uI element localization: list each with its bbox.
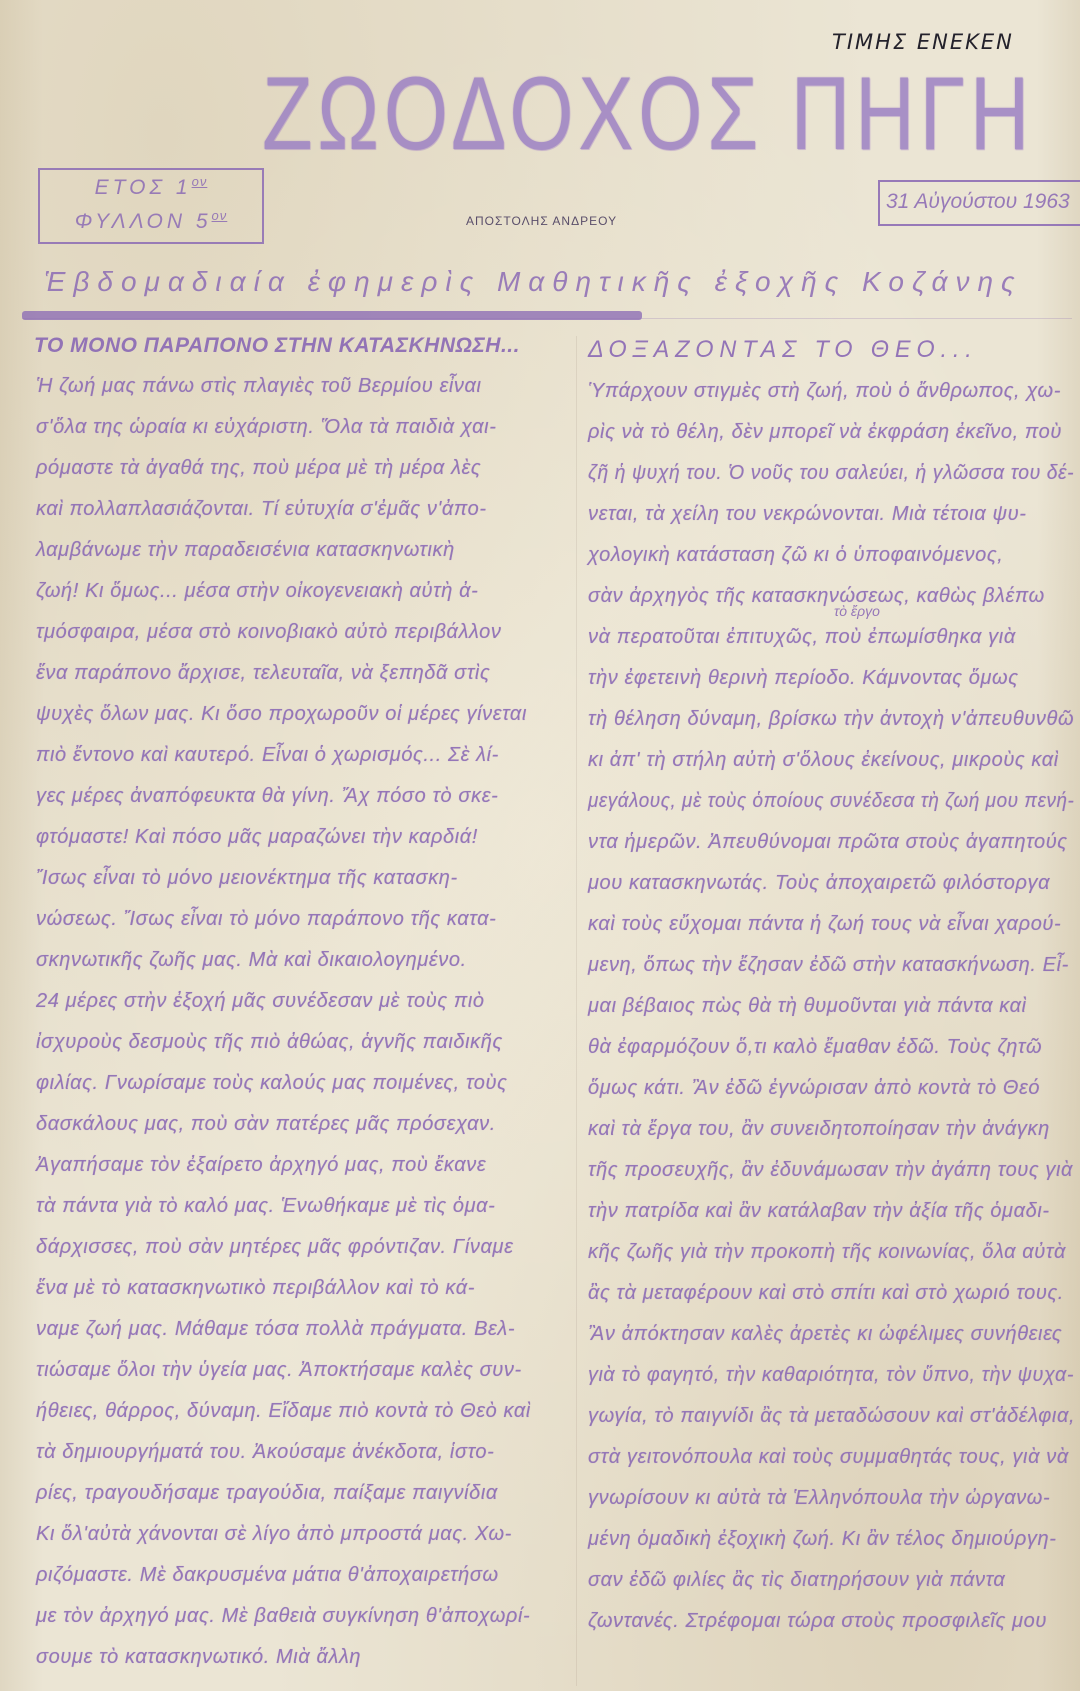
article-line: νὰ περατοῦται ἐπιτυχῶς, ποὺ ἐπωμίσθηκα γιὰ [588,626,1016,648]
article-line: Κι ὅλ'αὐτὰ χάνονται σὲ λίγο ἀπὸ μπροστά μας. Χω- [36,1523,512,1545]
article-line: ψυχὲς ὅλων μας. Κι ὅσο προχωροῦν οἱ μέρες γίνεται [36,703,527,725]
issue-sheet-value: 5 [195,210,212,233]
date-box [878,180,1080,226]
article-line: ἰσχυροὺς δεσμοὺς τῆς πιὸ ἀθώας, ἁγνῆς παιδικῆς [36,1031,503,1053]
handwritten-note: ΤΙΜΗΣ ΕΝΕΚΕΝ [832,30,1014,54]
article-line: Ἡ ζωή μας πάνω στὶς πλαγιὲς τοῦ Βερμίου εἶναι [36,375,482,397]
issue-year-label: ΕΤΟΣ [94,176,167,199]
article-line: μένη ὁμαδικὴ ἐξοχικὴ ζωή. Κι ἂν τέλος δημιούργη- [588,1528,1057,1550]
article-right-heading: ΔΟΞΑΖΟΝΤΑΣ ΤΟ ΘΕΟ... [588,336,978,363]
article-line: ὅμως κάτι. Ἂν ἐδῶ ἐγνώρισαν ἀπὸ κοντὰ τὸ Θεό [588,1077,1041,1099]
article-line: μου κατασκηνωτάς. Τοὺς ἀποχαιρετῶ φιλόστοργα [588,872,1051,894]
article-line: φιλίας. Γνωρίσαμε τοὺς καλούς μας ποιμένες, τοὺς [36,1072,508,1094]
handwritten-insertion: τὸ ἔργο [834,603,880,619]
issue-year [40,174,262,200]
article-line: Ἴσως εἶναι τὸ μόνο μειονέκτημα τῆς κατασκη- [36,867,458,889]
column-divider [576,336,577,1686]
article-line: καὶ τὰ ἔργα του, ἂν συνειδητοποίησαν τὴν ἀνάγκη [588,1118,1050,1140]
article-line: τὴν ἐφετεινὴ θερινὴ περίοδο. Κάμνοντας ὅμως [588,667,1019,689]
article-line: μενη, ὅπως τὴν ἔζησαν ἐδῶ στὴν κατασκήνωση. Εἶ- [588,954,1069,976]
article-line: ρὶς νὰ τὸ θέλη, δὲν μπορεῖ νὰ ἐκφράση ἐκεῖνο, ποὺ [588,421,1062,443]
article-line: Ὑπάρχουν στιγμὲς στὴ ζωή, ποὺ ὁ ἄνθρωπος, χω- [588,380,1061,402]
issue-box [38,168,264,244]
article-line: κῆς ζωῆς γιὰ τὴν προκοπὴ τῆς κοινωνίας, ὅλα αὐτὰ [588,1241,1066,1263]
article-line: 24 μέρες στὴν ἐξοχή μᾶς συνέδεσαν μὲ τοὺς πιὸ [36,990,485,1012]
article-line: ἂς τὰ μεταφέρουν καὶ στὸ σπίτι καὶ στὸ χωριό τους. [588,1282,1064,1304]
article-line: γες μέρες ἀναπόφευκτα θὰ γίνη. Ἄχ πόσο τὸ σκε- [36,785,499,807]
issue-year-value: 1 [175,176,192,199]
article-line: ρίες, τραγουδήσαμε τραγούδια, παίξαμε παιγνίδια [36,1482,498,1504]
article-line: Ἀγαπήσαμε τὸν ἐξαίρετο ἀρχηγό μας, ποὺ ἔκανε [36,1154,487,1176]
issue-sheet [40,208,262,234]
article-line: λαμβάνωμε τὴν παραδεισένια κατασκηνωτικὴ [36,539,455,561]
newspaper-title: ΖΩΟΔΟΧΟΣ ΠΗΓΗ [262,56,1035,172]
newspaper-subtitle: Ἑβδομαδιαία ἐφημερὶς Μαθητικῆς ἐξοχῆς Κοζάνης [44,266,1023,297]
article-line: ζῆ ἡ ψυχή του. Ὁ νοῦς του σαλεύει, ἡ γλῶσσα του δέ- [588,462,1075,484]
article-line: γνωρίσουν κι αὐτὰ τὰ Ἑλληνόπουλα τὴν ὠργανω- [588,1487,1051,1509]
article-line: σουμε τὸ κατασκηνωτικό. Μιὰ ἄλλη [36,1646,362,1668]
article-line: κι ἀπ' τὴ στήλη αὐτὴ σ'ὅλους ἐκείνους, μικροὺς καὶ [588,749,1059,771]
article-line: ἕνα παράπονο ἄρχισε, τελευταῖα, νὰ ξεπηδᾶ στὶς [36,662,491,684]
article-line: τὴν πατρίδα καὶ ἂν κατάλαβαν τὴν ἀξία τῆς ὁμαδι- [588,1200,1050,1222]
article-line: θὰ ἐφαρμόζουν ὅ,τι καλὸ ἔμαθαν ἐδῶ. Τοὺς ζητῶ [588,1036,1043,1058]
article-line: τμόσφαιρα, μέσα στὸ κοινοβιακὸ αὐτὸ περιβάλλον [36,621,502,643]
article-line: χολογικὴ κατάσταση ζῶ κι ὁ ὑποφαινόμενος, [588,544,1004,566]
article-right-body [588,371,1074,1642]
article-line: ζωντανές. Στρέφομαι τώρα στοὺς προσφιλεῖς μου [588,1610,1047,1632]
article-line: μαι βέβαιος πὼς θὰ τὴ θυμοῦνται γιὰ πάντα καὶ [588,995,1027,1017]
article-line: ριζόμαστε. Μὲ δακρυσμένα μάτια θ'ἀποχαιρετήσω [36,1564,499,1586]
article-line: μεγάλους, μὲ τοὺς ὁποίους συνέδεσα τὴ ζωή μου πενή- [588,790,1075,812]
article-line: τιώσαμε ὅλοι τὴν ὑγεία μας. Ἀποκτήσαμε καλὲς συν- [36,1359,522,1381]
article-line: τὰ πάντα γιὰ τὸ καλό μας. Ἑνωθήκαμε μὲ τὶς ὁμα- [36,1195,496,1217]
article-line: φτόμαστε! Καὶ πόσο μᾶς μαραζώνει τὴν καρδιά! [36,826,478,848]
article-line: γωγία, τὸ παιγνίδι ἂς τὰ μεταδώσουν καὶ στ'ἀδέλφια, [588,1405,1076,1427]
article-line: σκηνωτικῆς ζωῆς μας. Μὰ καὶ δικαιολογημένο. [36,949,467,971]
article-line: δάρχισσες, ποὺ σὰν μητέρες μᾶς φρόντιζαν. Γίναμε [36,1236,514,1258]
article-line: νώσεως. Ἴσως εἶναι τὸ μόνο παράπονο τῆς κατα- [36,908,497,930]
article-line: ρόμαστε τὰ ἀγαθά της, ποὺ μέρα μὲ τὴ μέρα λὲς [36,457,482,479]
article-line: σὰν ἀρχηγὸς τῆς κατασκηνώσεως, καθὼς βλέπω [588,585,1045,607]
article-line: ἕνα μὲ τὸ κατασκηνωτικὸ περιβάλλον καὶ τὸ κά- [36,1277,476,1299]
article-line: σαν ἐδῶ φιλίες ἂς τὶς διατηρήσουν γιὰ πάντα [588,1569,1006,1591]
article-line: γιὰ τὸ φαγητό, τὴν καθαριότητα, τὸν ὕπνο, τὴν ψυχα- [588,1364,1075,1386]
header-rule-thin [22,318,1072,319]
article-left-body [36,366,562,1678]
issue-date: 31 Αὐγούστου 1963 [886,190,1070,213]
article-line: τὴ θέληση δύναμη, βρίσκω τὴν ἀντοχὴ ν'ἀπευθυνθῶ [588,708,1075,730]
issue-sheet-suffix: ον [211,208,228,223]
article-line: Ἂν ἀπόκτησαν καλὲς ἀρετὲς κι ὠφέλιμες συνήθειες [588,1323,1063,1345]
issue-year-suffix: ον [191,174,208,189]
article-left-heading: ΤΟ ΜΟΝΟ ΠΑΡΑΠΟΝΟ ΣΤΗΝ ΚΑΤΑΣΚΗΝΩΣΗ... [34,334,520,357]
article-line: καὶ τοὺς εὔχομαι πάντα ἡ ζωή τους νὰ εἶναι χαρού- [588,913,1062,935]
article-line: καὶ πολλαπλασιάζονται. Τί εὐτυχία σ'ἐμᾶς ν'ἀπο- [36,498,487,520]
article-line: τῆς προσευχῆς, ἂν ἐδυνάμωσαν τὴν ἀγάπη τους γιὰ [588,1159,1074,1181]
article-line: με τὸν ἀρχηγό μας. Μὲ βαθειὰ συγκίνηση θ'ἀποχωρί- [36,1605,531,1627]
article-line: νεται, τὰ χείλη του νεκρώνονται. Μιὰ τέτοια ψυ- [588,503,1027,525]
issue-sheet-label: ΦΥΛΛΟΝ [74,210,187,233]
editor-name: ΑΠΟΣΤΟΛΗΣ ΑΝΔΡΕΟΥ [466,214,618,228]
article-line: στὰ γειτονόπουλα καὶ τοὺς συμμαθητάς τους, γιὰ νὰ [588,1446,1069,1468]
article-line: ζωή! Κι ὅμως... μέσα στὴν οἰκογενειακὴ αὐτὴ ἀ- [36,580,479,602]
article-line: σ'ὅλα της ὡραία κι εὐχάριστη. Ὅλα τὰ παιδιὰ χαι- [36,416,497,438]
article-line: ναμε ζωή μας. Μάθαμε τόσα πολλὰ πράγματα. Βελ- [36,1318,516,1340]
article-line: ήθειες, θάρρος, δύναμη. Εἴδαμε πιὸ κοντὰ τὸ Θεὸ καὶ [36,1400,531,1422]
article-line: πιὸ ἔντονο καὶ καυτερό. Εἶναι ὁ χωρισμός... Σὲ λί- [36,744,499,766]
article-line: δασκάλους μας, ποὺ σὰν πατέρες μᾶς πρόσεχαν. [36,1113,496,1135]
article-line: τὰ δημιουργήματά του. Ἀκούσαμε ἀνέκδοτα, ἱστο- [36,1441,495,1463]
article-line: ντα ἡμερῶν. Ἀπευθύνομαι πρῶτα στοὺς ἀγαπητούς [588,831,1068,853]
